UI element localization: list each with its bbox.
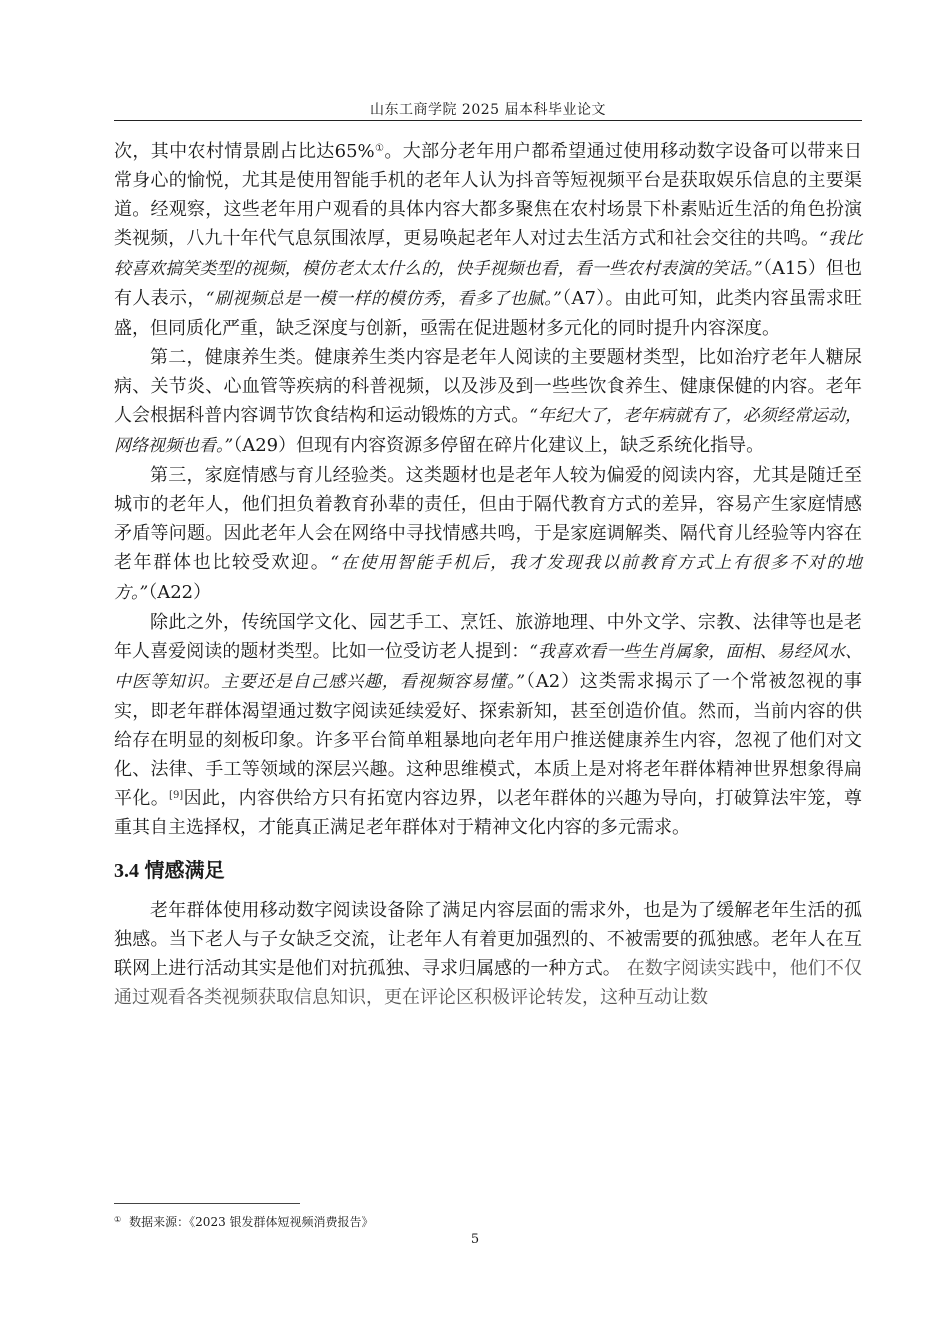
- paragraph-3: [114, 461, 862, 608]
- paragraph-text: 因此，内容供给方只有拓宽内容边界，以老年群体的兴趣为导向，打破算法牢笼，尊重其自主选择权，才能真正满足老年群体对于精神文化内容的多元需求。: [114, 788, 863, 838]
- paragraph-1: [114, 137, 862, 343]
- running-header: 山东工商学院 2025 届本科毕业论文: [369, 102, 607, 118]
- citation-reference[interactable]: [9]: [169, 790, 184, 801]
- section-heading: [114, 858, 862, 884]
- interview-quote: “在使用智能手机后，我才发现我以前教育方式上有很多不对的地方。”: [114, 553, 862, 603]
- interview-quote: “我喜欢看一些生肖属象，面相、易经风水、中医等知识。主要还是自己感兴趣，看视频容易懂。”: [114, 642, 862, 692]
- page-number: 5: [470, 1232, 480, 1247]
- body-text: [114, 137, 862, 1012]
- paragraph-text: （A7）。由此可知，此类内容虽需求旺盛，但同质化严重，缺乏深度与创新，亟需在促进题材多元化的同时提升内容深度。: [114, 288, 863, 339]
- paragraph-text: 在数字阅读实践中，他们不仅通过观看各类视频获取信息知识，更在评论区积极评论转发，这种互动让数: [114, 958, 862, 1008]
- paragraph-text: 除此之外，传统国学文化、园艺手工、烹饪、旅游地理、中外文学、宗教、法律等也是老年人喜爱阅读的题材类型。比如一位受访老人提到：: [114, 612, 862, 662]
- footnote-rule: [114, 1203, 300, 1204]
- paragraph-text: 次，其中农村情景剧占比达65%: [114, 141, 375, 162]
- paragraph-text: （A29）但现有内容资源多停留在碎片化建议上，缺乏系统化指导。: [233, 435, 765, 456]
- interview-quote: “年纪大了，老年病就有了，必须经常运动，网络视频也看。”: [114, 406, 862, 456]
- paragraph-text: （A2）这类需求揭示了一个常被忽视的事实，即老年群体渴望通过数字阅读延续爱好、探索新知，甚至创造价值。然而，当前内容的供给存在明显的刻板印象。许多平台简单粗暴地向老年用户推送健康养生内容，忽视了他们对文化、法律、手工等领域的深层兴趣。这种思维模式，本质上是对将老年群体精神世界想象得扁平化。: [114, 671, 862, 809]
- paragraph-text: （A22）: [148, 582, 212, 603]
- paragraph-text: 。大部分老年用户都希望通过使用移动数字设备可以带来日常身心的愉悦，尤其是使用智能手机的老年人认为抖音等短视频平台是获取娱乐信息的主要渠道。经观察，这些老年用户观看的具体内容大都多聚焦在农村场景下朴素贴近生活的角色扮演类视频，八九十年代气息氛围浓厚，更易唤起老年人对过去生活方式和社会交往的共鸣。: [114, 141, 863, 249]
- paragraph-text: 第二，健康养生类。健康养生类内容是老年人阅读的主要题材类型，比如治疗老年人糖尿病、关节炎、心血管等疾病的科普视频，以及涉及到一些些饮食养生、健康保健的内容。老年人会根据科普内容调节饮食结构和运动锻炼的方式。: [114, 347, 862, 426]
- paragraph-text: （A15）但也有人表示，: [114, 258, 862, 309]
- paragraph-text: 第三，家庭情感与育儿经验类。这类题材也是老年人较为偏爱的阅读内容，尤其是随迁至城市的老年人，他们担负着教育孙辈的责任，但由于隔代教育方式的差异，容易产生家庭情感矛盾等问题。因此老年人会在网络中寻找情感共鸣，于是家庭调解类、隔代育儿经验等内容在老年群体也比较受欢迎。: [114, 465, 862, 573]
- paragraph-4: [114, 608, 862, 842]
- footnote-text: 数据来源：《2023 银发群体短视频消费报告》: [129, 1215, 374, 1229]
- interview-quote: “我比较喜欢搞笑类型的视频，模仿老太太什么的，快手视频也看，看一些农村表演的笑话。”: [114, 229, 862, 279]
- footnote-mark: ①: [114, 1215, 122, 1224]
- section-title: 情感满足: [139, 860, 225, 882]
- paragraph-5: [114, 896, 862, 1012]
- paragraph-text: 老年群体使用移动数字阅读设备除了满足内容层面的需求外，也是为了缓解老年生活的孤独感。当下老人与子女缺乏交流，让老年人有着更加强烈的、不被需要的孤独感。老年人在互联网上进行活动其实是他们对抗孤独、寻求归属感的一种方式。: [114, 900, 862, 979]
- interview-quote: “刷视频总是一模一样的模仿秀，看多了也腻。”: [205, 289, 562, 309]
- paragraph-2: [114, 343, 862, 461]
- section-number: 3.4: [114, 860, 139, 882]
- footnote: [114, 1212, 374, 1230]
- header-rule: [114, 120, 862, 121]
- footnote-reference[interactable]: ①: [374, 143, 385, 154]
